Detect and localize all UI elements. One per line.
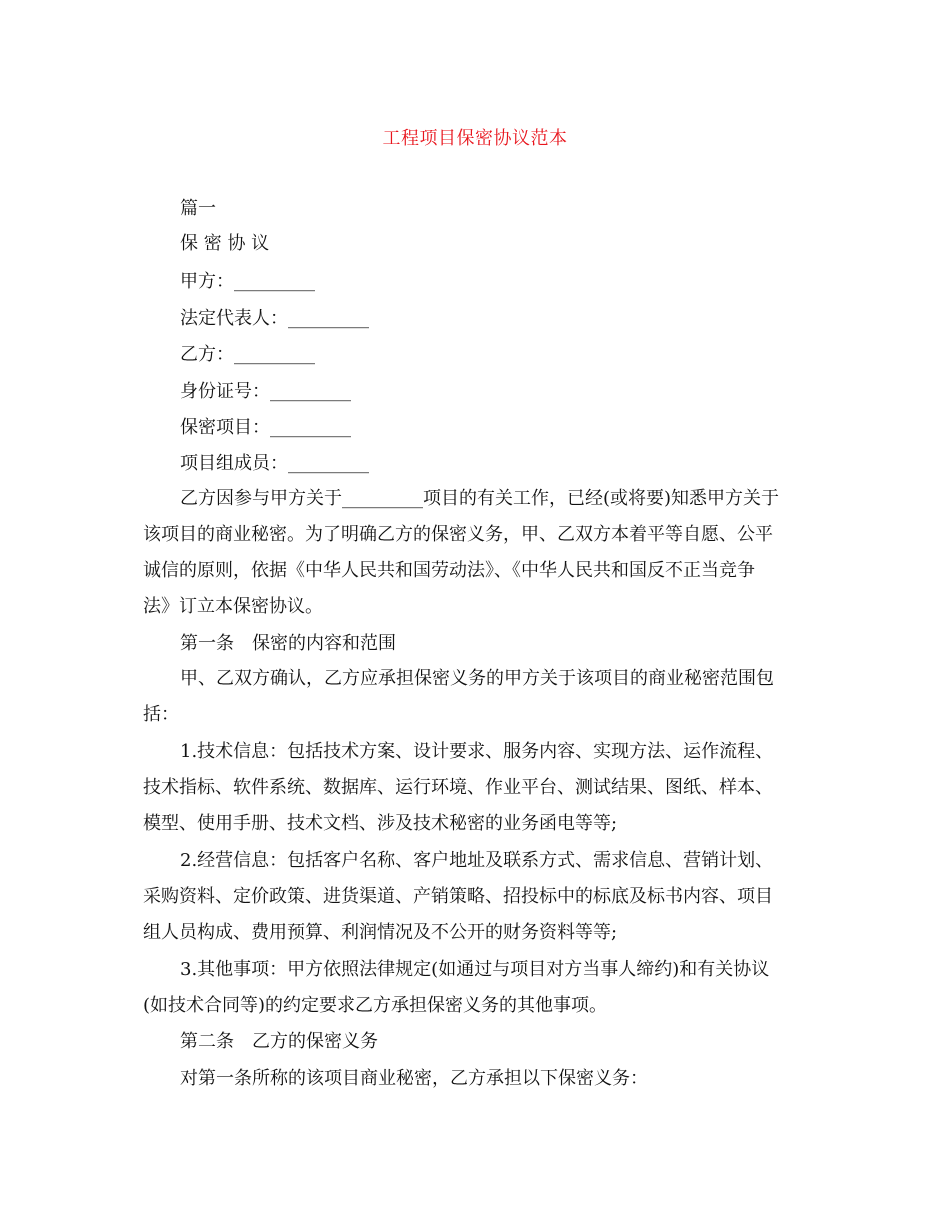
article-heading: 第一条 保密的内容和范围 [180, 633, 396, 654]
paragraph-line: 括： [143, 704, 179, 725]
id-number-field: 身份证号：_________ [180, 381, 351, 402]
paragraph-line: 乙方因参与甲方关于_________项目的有关工作，已经(或将要)知悉甲方关于 [180, 488, 780, 509]
paragraph-line: 模型、使用手册、技术文档、涉及技术秘密的业务函电等等; [143, 813, 618, 834]
article-heading: 第二条 乙方的保密义务 [180, 1031, 378, 1052]
paragraph-line: 3.其他事项：甲方依照法律规定(如通过与项目对方当事人缔约)和有关协议 [180, 959, 770, 980]
legal-rep-field: 法定代表人：_________ [180, 308, 369, 329]
party-b-field: 乙方：_________ [180, 344, 315, 365]
section-heading: 篇一 [180, 198, 216, 219]
paragraph-line: 诚信的原则，依据《中华人民共和国劳动法》、《中华人民共和国反不正当竞争 [143, 560, 755, 581]
paragraph-line: 对第一条所称的该项目商业秘密，乙方承担以下保密义务： [180, 1068, 648, 1089]
project-field: 保密项目：_________ [180, 417, 351, 438]
paragraph-line: 采购资料、定价政策、进货渠道、产销策略、招投标中的标底及标书内容、项目 [143, 886, 773, 907]
party-a-field: 甲方：_________ [180, 271, 315, 292]
paragraph-line: 法》订立本保密协议。 [143, 596, 323, 617]
paragraph-line: 2.经营信息：包括客户名称、客户地址及联系方式、需求信息、营销计划、 [180, 850, 774, 871]
paragraph-line: (如技术合同等)的约定要求乙方承担保密义务的其他事项。 [143, 995, 608, 1016]
document-title: 工程项目保密协议范本 [382, 128, 568, 149]
team-members-field: 项目组成员：_________ [180, 453, 369, 474]
paragraph-line: 技术指标、软件系统、数据库、运行环境、作业平台、测试结果、图纸、样本、 [143, 777, 773, 798]
paragraph-line: 1.技术信息：包括技术方案、设计要求、服务内容、实现方法、运作流程、 [180, 741, 774, 762]
paragraph-line: 组人员构成、费用预算、利润情况及不公开的财务资料等等; [143, 922, 618, 943]
agreement-heading: 保 密 协 议 [180, 233, 270, 254]
paragraph-line: 甲、乙双方确认，乙方应承担保密义务的甲方关于该项目的商业秘密范围包 [180, 668, 774, 689]
paragraph-line: 该项目的商业秘密。为了明确乙方的保密义务，甲、乙双方本着平等自愿、公平 [143, 524, 773, 545]
